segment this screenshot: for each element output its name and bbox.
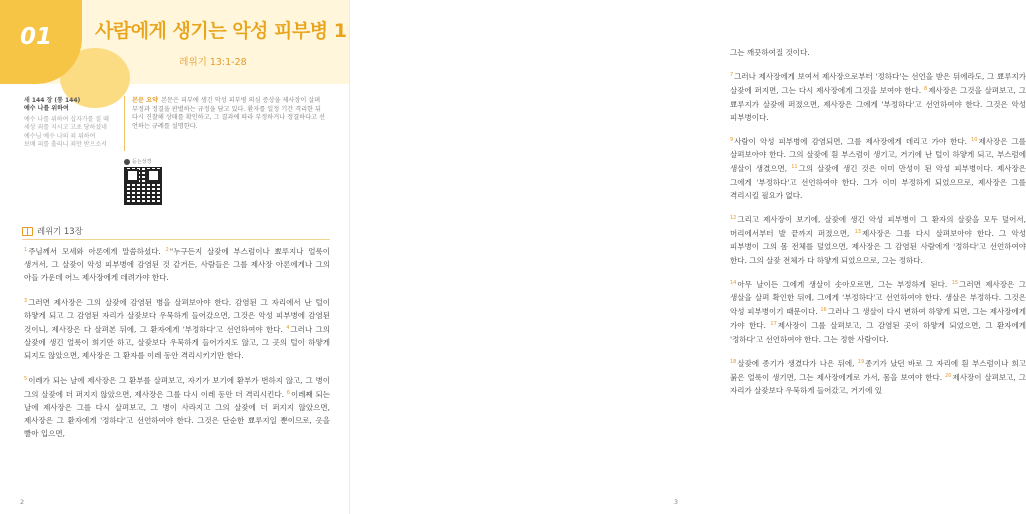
verse-text: 그러면 제사장은 그의 살갗에 감염된 병을 살펴보아야 한다. 감염된 그 자리에서 난 털이 하얗게 되고 그 감염된 자리가 살갗보다 우묵하게 들어갔으면, 그것은 악성 피부병에 감염된 것이니, 제사장은 다 살펴본 뒤에, 그 환자에게 '부정하다'고 선언하여야 한다.: [24, 297, 330, 335]
hymn-lyrics: [24, 116, 119, 150]
verse-text: 제사장은 그것을 살펴보고, 그 뾰루지가 살갗에 퍼졌으면, 제사장은 그에게 '부정하다'고 선언하여야 한다. 그것은 악성 피부병이다.: [730, 86, 1026, 122]
scripture-paragraph: [730, 356, 1026, 398]
verse-number: 3: [24, 297, 28, 304]
verse-text: 그러나 제사장에게 보여서 제사장으로부터 '정하다'는 선언을 받은 뒤에라도, 그 뾰루지가 살갗에 퍼지면, 그는 다시 제사장에게 그것을 보여야 한다.: [730, 72, 1026, 96]
verse-text: 제사장은 그를 살펴보아야 한다. 그의 살갗에 흰 부스럼이 생기고, 거기에 난 털이 하얗게 되고, 부스럼에 생살이 생겼으면,: [730, 137, 1026, 174]
verse-text: 그러나 그 생살이 다시 변하여 하얗게 되면, 그는 제사장에게 가야 한다.: [730, 307, 1026, 331]
verse-text: 제사장이 살펴보고, 그 자리가 살갗보다 우묵하게 들어갔고, 거기에 있: [730, 373, 1026, 396]
verse-text: "누구든지 살갗에 부스럼이나 뾰루지나 얼룩이 생겨서, 그 살갗이 악성 피부병에 감염된 것 같거든, 사람들은 그를 제사장 아론에게나 그의 아들 가운데 어느 제사장에게 데려가야 한다.: [24, 247, 331, 283]
scripture-paragraph: [730, 277, 1026, 346]
chapter-title: 사람에게 생기는 악성 피부병 1: [95, 20, 347, 42]
verse-number: 19: [857, 358, 865, 365]
summary-box: [124, 96, 328, 151]
scripture-paragraph: [730, 46, 1026, 59]
verse-text: 그리고 제사장이 보기에, 살갗에 생긴 악성 피부병이 그 환자의 살갗을 모두 덮어서, 머리에서부터 발 끝까지 퍼졌으면,: [730, 215, 1026, 239]
verse-number: 16: [820, 307, 827, 314]
verse-number: 1: [24, 247, 28, 253]
verse-text: 살갗에 종기가 생겼다가 나은 뒤에,: [737, 358, 858, 368]
verse-number: 7: [730, 72, 734, 79]
chapter-banner: [0, 0, 350, 84]
qr-code-icon[interactable]: [124, 167, 162, 205]
right-page: [350, 0, 1026, 514]
right-text-column: [730, 46, 1026, 407]
verse-text: 제사장이 그를 살펴보고, 그 감염된 곳이 하얗게 되었으면, 그 환자에게 '정하다'고 선언하여야 한다. 그는 정한 사람이다.: [730, 321, 1026, 344]
left-text-column: [24, 244, 330, 451]
headphones-icon: [124, 159, 130, 165]
verse-text: 그러나 그의 살갗에 생긴 얼룩이 희기만 하고, 살갗보다 우묵하게 들어가지도 않고, 그 곳의 털이 하얗게 되지도 않았으면, 제사장은 그 환자를 이레 동안 격리시키기만 한다.: [24, 325, 331, 361]
section-title: 레위기 13장: [37, 226, 83, 236]
verse-number: 14: [730, 279, 737, 286]
audio-bible-qr[interactable]: [124, 158, 160, 205]
page-number-left: 2: [20, 498, 25, 506]
verse-number: 9: [730, 137, 734, 144]
hymn-lyric-line: 예수님 예수 나의 죄 위하여: [24, 132, 96, 140]
chapter-reference: 레위기 13:1-28: [179, 57, 247, 68]
verse-text: 주님께서 모세와 아론에게 말씀하셨다.: [28, 247, 166, 256]
scripture-paragraph: [24, 295, 330, 363]
hymn-lyric-line: 예수 나를 위하여 십자가를 질 때: [24, 115, 109, 123]
verse-text: 그는 깨끗하여질 것이다.: [730, 48, 810, 57]
verse-number: 2: [165, 247, 169, 253]
left-page: [0, 0, 350, 514]
summary-text: 본문은 피부에 생긴 악성 피부병 의심 증상을 제사장이 살펴 부정과 정결을 판별하는 규정을 담고 있다. 환자를 일정 기간 격리한 뒤 다시 진찰해 상태를 확인하고, 그 결과에 따라 부정하거나 정결하다고 선언하는 규례를 설명한다.: [132, 97, 326, 130]
qr-caption: [124, 158, 160, 165]
verse-number: 20: [945, 373, 952, 380]
verse-number: 11: [791, 164, 798, 171]
verse-number: 13: [854, 229, 861, 236]
verse-text: 제사장은 그를 다시 살펴보아야 한다. 그 악성 피부병이 그의 몸 전체를 덮었으면, 제사장은 그 감염된 사람에게 '정하다'고 선언하여야 한다. 그의 살갗 전체가 다 하얗게 되었으므로, 그는 정하다.: [730, 229, 1026, 265]
summary-label: 본문 요약: [132, 97, 159, 104]
verse-text: 이레가 되는 날에 제사장은 그 환부를 살펴보고, 자기가 보기에 환부가 번하지 않고, 그 병이 그의 살갗에 더 퍼지지 않았으면, 제사장은 그를 다시 이레 동안 더 격리시킨다.: [24, 375, 330, 399]
open-book-icon: [22, 227, 33, 235]
verse-number: 10: [971, 137, 978, 144]
verse-text: 사람이 악성 피부병에 감염되면, 그를 제사장에게 데리고 가야 한다.: [734, 137, 972, 147]
scripture-paragraph: [730, 69, 1026, 124]
scripture-paragraph: [24, 244, 330, 285]
hymn-title: 예수 나를 위하여: [24, 105, 69, 113]
hymn-lyric-line: 보배 피를 흘리니 죄만 받으소서: [24, 141, 107, 149]
verse-number: 12: [730, 215, 737, 222]
verse-number: 8: [924, 86, 928, 93]
verse-text: 그의 살갗에 생긴 것은 이미 만성이 된 악성 피부병이다. 제사장은 그에게 '부정하다'고 선언하여야 한다. 그가 이미 부정하게 되었으므로, 제사장은 그를 격리시킬 필요가 없다.: [730, 164, 1026, 200]
verse-text: 종기가 났던 바로 그 자리에 흰 부스럼이나 희고 붉은 얼룩이 생기면, 그는 제사장에게로 가서, 몸을 보여야 한다.: [730, 358, 1026, 383]
verse-text: 이레째 되는 날에 제사장은 그를 다시 살펴보고, 그 병이 사라지고 그의 살갗에 더 퍼지지 않았으면, 제사장은 그 환자에게 '정하다'고 선언하여야 한다. 그것은 단순한 뾰루지일 뿐이므로, 옷을 빨아 입으면,: [24, 389, 330, 439]
section-heading: [22, 223, 330, 240]
verse-number: 6: [286, 389, 290, 396]
hymn-number: 새 144 장 (통 144): [24, 97, 81, 104]
hymn-lyric-line: 세상 죄를 지시고 고초 당하셨네: [24, 124, 107, 132]
verse-number: 4: [286, 325, 290, 332]
scripture-paragraph: [24, 373, 330, 441]
hymn-sidebar: [24, 97, 119, 149]
verse-number: 18: [730, 358, 737, 365]
verse-number: 17: [770, 321, 777, 328]
chapter-number: 01: [20, 24, 53, 50]
verse-text: 아무 날이든 그에게 생살이 솟아오르면, 그는 부정하게 된다.: [737, 279, 952, 289]
page-number-right: 3: [673, 498, 678, 506]
verse-number: 15: [951, 279, 959, 286]
verse-number: 5: [24, 375, 28, 382]
verse-text: 그러면 제사장은 그 생살을 살펴 확인한 뒤에, 그에게 '부정하다'고 선언하여야 한다. 생살은 부정하다. 그것은 악성 피부병이기 때문이다.: [730, 279, 1026, 317]
qr-label-text: 듣는성경: [132, 159, 152, 165]
scripture-paragraph: [730, 212, 1026, 267]
scripture-paragraph: [730, 134, 1026, 202]
